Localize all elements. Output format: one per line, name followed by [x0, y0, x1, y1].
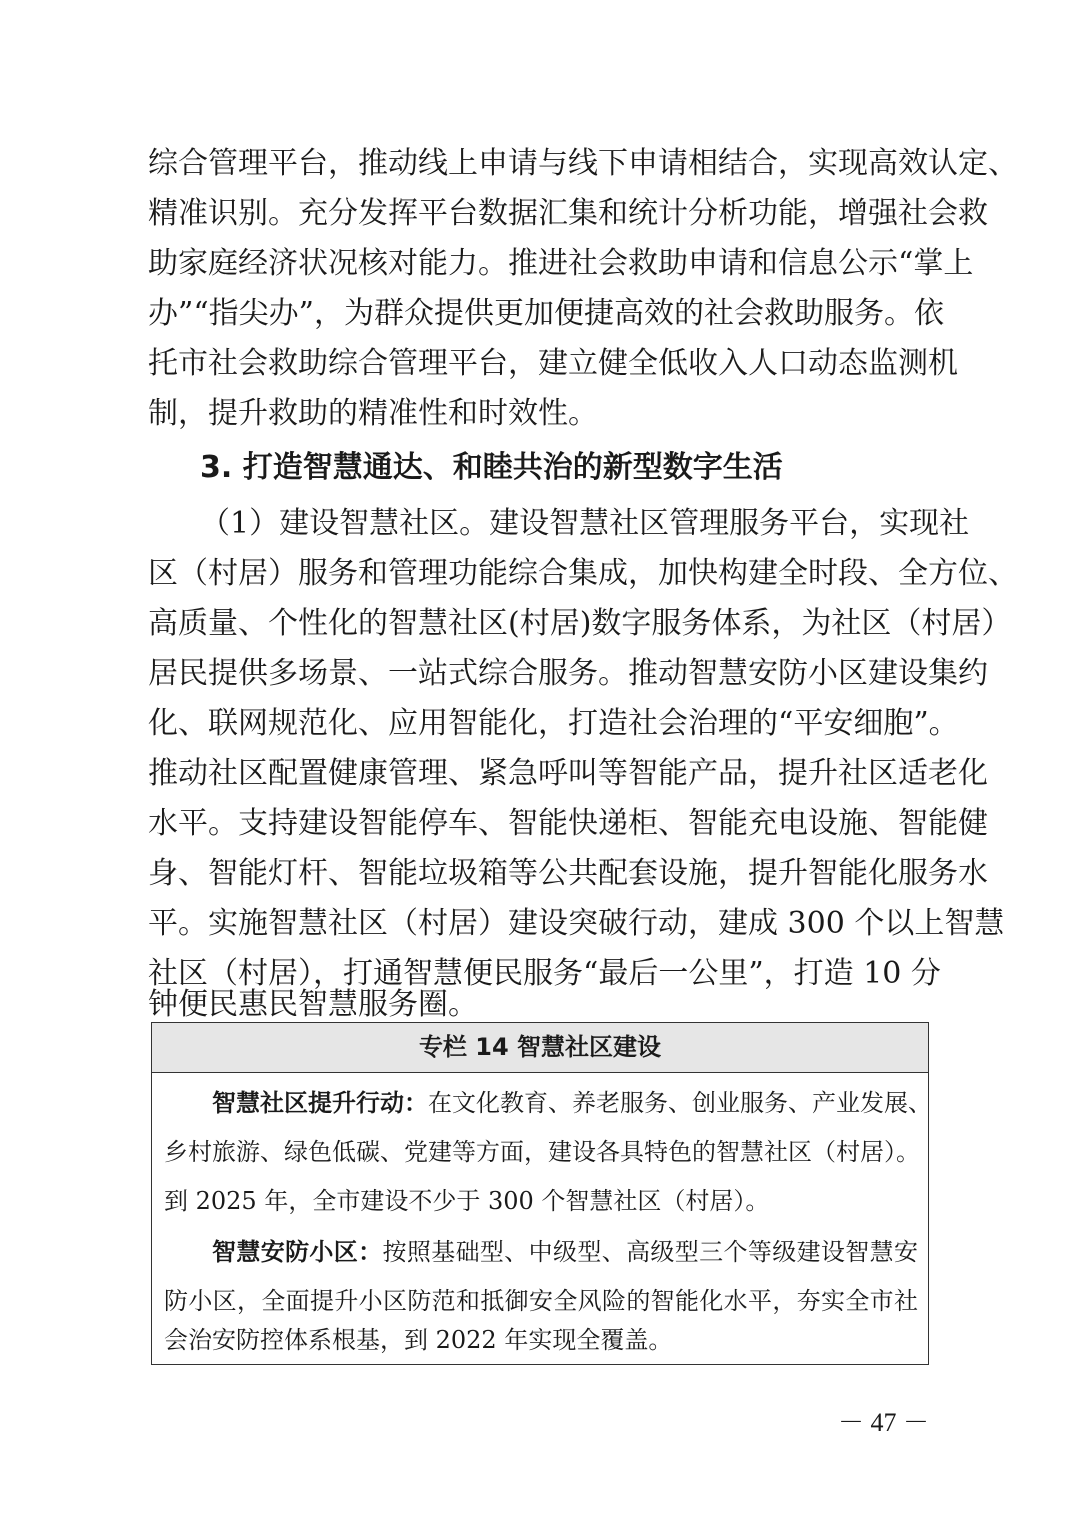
- body-line: 身、智能灯杆、智能垃圾箱等公共配套设施，提升智能化服务水: [148, 856, 988, 891]
- sidebar-box-line: 到 2025 年，全市建设不少于 300 个智慧社区（村居）。: [164, 1187, 770, 1215]
- body-line: 化、联网规范化、应用智能化，打造社会治理的“平安细胞”。: [148, 706, 959, 741]
- body-line: （1）建设智慧社区。建设智慧社区管理服务平台，实现社: [200, 506, 970, 541]
- body-line: 高质量、个性化的智慧社区(村居)数字服务体系，为社区（村居）: [148, 606, 1012, 641]
- sidebar-box-term: 智慧安防小区：: [212, 1238, 383, 1266]
- sidebar-box-term: 智慧社区提升行动：: [212, 1089, 428, 1117]
- body-line: 助家庭经济状况核对能力。推进社会救助申请和信息公示“掌上: [148, 246, 974, 281]
- body-line: 社区（村居），打通智慧便民服务“最后一公里”，打造 10 分: [148, 956, 941, 991]
- sidebar-box: [151, 1022, 932, 1365]
- body-line: 居民提供多场景、一站式综合服务。推动智慧安防小区建设集约: [148, 656, 988, 691]
- section-heading: 3. 打造智慧通达、和睦共治的新型数字生活: [200, 450, 783, 485]
- body-line: 制，提升救助的精准性和时效性。: [148, 396, 598, 431]
- body-line: 区（村居）服务和管理功能综合集成，加快构建全时段、全方位、: [148, 556, 1018, 591]
- sidebar-box-line: [212, 1235, 918, 1269]
- body-line: 钟便民惠民智慧服务圈。: [148, 987, 478, 1022]
- sidebar-box-line: [212, 1086, 932, 1120]
- body-line: 推动社区配置健康管理、紧急呼叫等智能产品，提升社区适老化: [148, 756, 988, 791]
- body-line: 办”“指尖办”，为群众提供更加便捷高效的社会救助服务。依: [148, 296, 945, 331]
- body-line: 平。实施智慧社区（村居）建设突破行动，建成 300 个以上智慧: [148, 906, 1005, 941]
- sidebar-box-text: 在文化教育、养老服务、创业服务、产业发展、: [428, 1089, 932, 1117]
- sidebar-box-line: 防小区，全面提升小区防范和抵御安全风险的智能化水平，夯实全市社: [164, 1287, 918, 1315]
- body-line: 水平。支持建设智能停车、智能快递柜、智能充电设施、智能健: [148, 806, 988, 841]
- body-line: 托市社会救助综合管理平台，建立健全低收入人口动态监测机: [148, 346, 958, 381]
- body-line: 综合管理平台，推动线上申请与线下申请相结合，实现高效认定、: [148, 146, 1018, 181]
- page-number: － 47 －: [838, 1408, 930, 1437]
- body-line: 精准识别。充分发挥平台数据汇集和统计分析功能，增强社会救: [148, 196, 988, 231]
- sidebar-box-text: 按照基础型、中级型、高级型三个等级建设智慧安: [382, 1238, 918, 1266]
- sidebar-box-line: 乡村旅游、绿色低碳、党建等方面，建设各具特色的智慧社区（村居）。: [164, 1138, 920, 1166]
- sidebar-box-title: 专栏 14 智慧社区建设: [152, 1023, 928, 1073]
- sidebar-box-line: 会治安防控体系根基，到 2022 年实现全覆盖。: [164, 1326, 673, 1354]
